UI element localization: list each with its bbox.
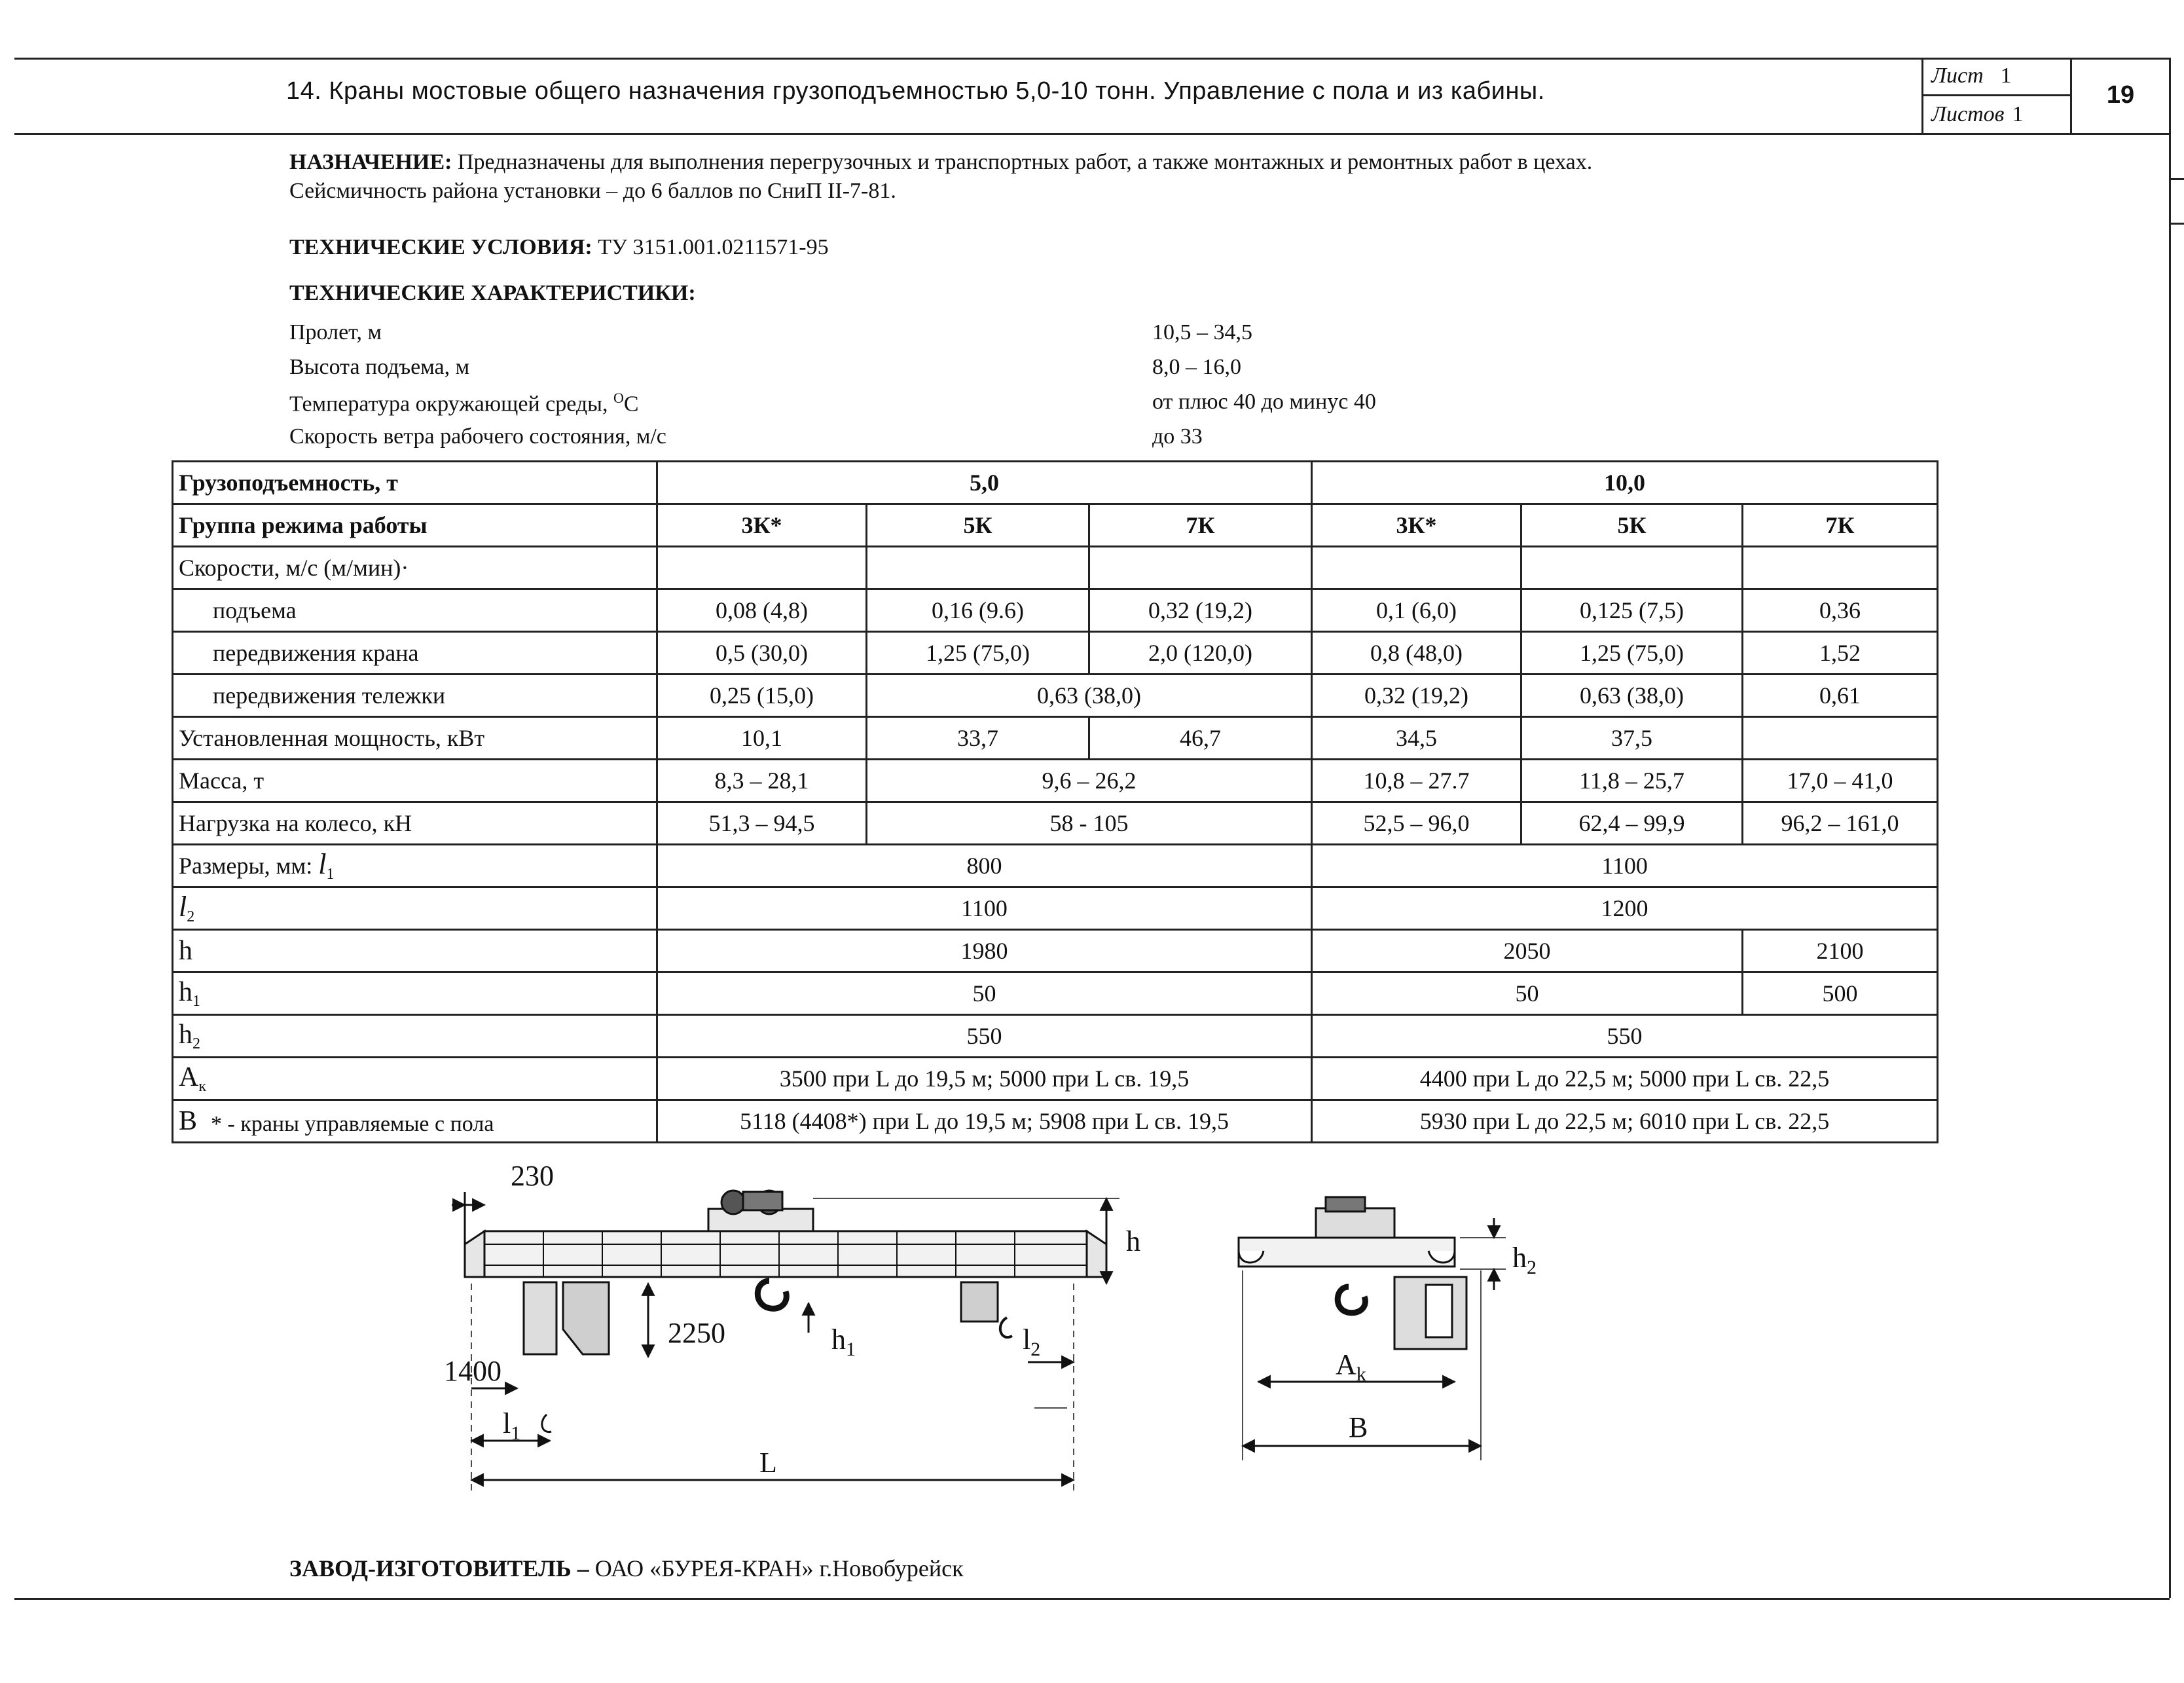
table-cell: 58 - 105 [867,802,1312,845]
dim-ak-subscript: k [1356,1363,1366,1385]
table-cell [867,547,1089,589]
sheets-value: 1 [2012,102,2024,126]
crane-drawing [412,1153,1565,1506]
ak-symbol: А [179,1062,199,1092]
h1-symbol: h [179,976,192,1007]
page-bottom-rule [14,1598,2170,1600]
table-cell: 3500 при L до 19,5 м; 5000 при L св. 19,5 [657,1058,1312,1100]
l2-label-cell [173,887,657,930]
table-row-lift-speed [173,589,1938,632]
spec-value-wind: до 33 [1152,424,1203,449]
table-cell: 0,125 (7,5) [1521,589,1743,632]
dim-h1-symbol: h [831,1323,846,1356]
ak-subscript: к [198,1078,207,1096]
end-view-trolley [1316,1208,1394,1238]
spec-value-lift-height: 8,0 – 16,0 [1152,355,1241,379]
table-row-ak [173,1058,1938,1100]
tech-conditions-value: ТУ 3151.001.0211571-95 [598,235,829,259]
table-cell: 5118 (4408*) при L до 19,5 м; 5908 при L св. 19,5 [657,1100,1312,1143]
bridge-girder [484,1231,1087,1277]
edge-tick [2169,223,2184,225]
dim-b-label: B [1349,1411,1368,1443]
table-cell: 0,63 (38,0) [1521,675,1743,717]
dim-ak-label [1336,1348,1366,1385]
table-cell: 51,3 – 94,5 [657,802,867,845]
table-row-l1 [173,845,1938,887]
footnote: * - краны управляемые с пола [211,1112,494,1136]
dim-l2-label [1023,1323,1040,1360]
table-cell: 1200 [1312,887,1938,930]
table-row-h1 [173,972,1938,1015]
table-cell: 33,7 [867,717,1089,760]
wheel-load-label: Нагрузка на колесо, кН [173,802,657,845]
table-cell: 0,32 (19,2) [1312,675,1521,717]
table-row-capacity [173,462,1938,504]
spec-label-temperature-text: Температура окружающей среды, [289,392,608,416]
table-row-h [173,930,1938,972]
tech-specs-heading: ТЕХНИЧЕСКИЕ ХАРАКТЕРИСТИКИ: [289,281,696,305]
purpose-label: НАЗНАЧЕНИЕ: [289,150,452,174]
table-row-wheel-load [173,802,1938,845]
table-cell: 0,8 (48,0) [1312,632,1521,675]
mode-label: Группа режима работы [173,504,657,547]
spec-label-span: Пролет, м [289,320,382,344]
end-view-girder [1239,1238,1455,1267]
table-cell: 1,52 [1743,632,1938,675]
h1-subscript: 1 [192,993,200,1010]
table-cell: 0,25 (15,0) [657,675,867,717]
edge-tick [2169,178,2184,180]
table-cell: 550 [1312,1015,1938,1058]
sheet-info-box [1921,58,2072,133]
sheets-row [1923,94,2070,131]
end-view-hook [1338,1287,1365,1313]
table-cell: 7К [1089,504,1312,547]
dim-h2-subscript: 2 [1527,1257,1537,1278]
table-cell: 10,8 – 27.7 [1312,760,1521,802]
h2-symbol: h [179,1019,192,1050]
table-cell [1743,547,1938,589]
table-cell: 1,25 (75,0) [867,632,1089,675]
purpose-line-1 [289,148,1592,177]
table-cell: 1,25 (75,0) [1521,632,1743,675]
spec-value-span: 10,5 – 34,5 [1152,320,1252,344]
dim-l1-label [503,1407,520,1444]
dim-h2-label [1512,1242,1537,1278]
hook [757,1281,786,1308]
dim-2250-label: 2250 [668,1317,725,1349]
table-cell [1312,547,1521,589]
dim-l1-symbol: l [503,1407,511,1439]
dim-l2-subscript: 2 [1030,1339,1041,1360]
tech-conditions [289,233,829,262]
table-cell [657,547,867,589]
table-row-h2 [173,1015,1938,1058]
table-cell: 2100 [1743,930,1938,972]
table-cell: 2050 [1312,930,1743,972]
capacity-5: 5,0 [657,462,1312,504]
table-cell: 1100 [1312,845,1938,887]
l2-subscript: 2 [187,908,195,926]
table-cell: 0,36 [1743,589,1938,632]
table-cell: 0,08 (4,8) [657,589,867,632]
dim-230-label: 230 [511,1160,554,1192]
page-number: 19 [2106,81,2135,109]
manufacturer [289,1555,964,1582]
capacity-label: Грузоподъемность, т [173,462,657,504]
dim-ak-symbol: A [1336,1348,1356,1380]
dim-h-label: h [1126,1225,1140,1257]
power-label: Установленная мощность, кВт [173,717,657,760]
tech-conditions-label: ТЕХНИЧЕСКИЕ УСЛОВИЯ: [289,235,592,259]
table-cell: 0,63 (38,0) [867,675,1312,717]
dim-h1-label [831,1323,856,1360]
speeds-label: Скорости, м/с (м/мин)· [173,547,657,589]
table-cell: 34,5 [1312,717,1521,760]
table-row-mode [173,504,1938,547]
header-bottom-rule [14,133,2170,135]
sheet-row [1923,58,2070,94]
table-cell: 1980 [657,930,1312,972]
purpose-text: Предназначены для выполнения перегрузочных и транспортных работ, а также монтажных и ремонтных работ в цехах. [457,150,1593,174]
capacity-10: 10,0 [1312,462,1938,504]
table-row-crane-travel [173,632,1938,675]
b-symbol: В [179,1106,198,1136]
table-cell: 96,2 – 161,0 [1743,802,1938,845]
h1-label-cell [173,972,657,1015]
table-cell: 3К* [657,504,867,547]
h2-label-cell [173,1015,657,1058]
table-cell: 0,5 (30,0) [657,632,867,675]
spec-label-temperature [289,390,639,416]
table-cell: 3К* [1312,504,1521,547]
table-row-mass [173,760,1938,802]
table-cell: 2,0 (120,0) [1089,632,1312,675]
table-row-speeds [173,547,1938,589]
l1-subscript: 1 [326,866,335,883]
dim-h2-symbol: h [1512,1242,1527,1274]
dim-L-label: L [759,1447,777,1479]
sheet-label: Лист [1931,64,1984,88]
table-row-power [173,717,1938,760]
page-right-rule [2169,58,2171,1598]
table-cell [1521,547,1743,589]
tech-specs-table [172,460,1938,1143]
dim-l1-subscript: 1 [511,1422,521,1444]
table-row-l2 [173,887,1938,930]
table-cell: 9,6 – 26,2 [867,760,1312,802]
table-cell: 0,32 (19,2) [1089,589,1312,632]
table-cell: 550 [657,1015,1312,1058]
table-cell: 5К [867,504,1089,547]
manufacturer-label: ЗАВОД-ИЗГОТОВИТЕЛЬ – [289,1555,589,1581]
table-cell: 1100 [657,887,1312,930]
table-cell: 500 [1743,972,1938,1015]
table-cell: 7К [1743,504,1938,547]
trolley [708,1209,813,1231]
l2-symbol: l [179,891,187,923]
table-cell: 800 [657,845,1312,887]
spec-unit-celsius: С [623,392,639,416]
table-cell: 17,0 – 41,0 [1743,760,1938,802]
spec-value-temperature: от плюс 40 до минус 40 [1152,390,1376,414]
h-label-cell [173,930,657,972]
page-title: 14. Краны мостовые общего назначения грузоподъемностью 5,0-10 тонн. Управление с пола и из кабины. [286,77,1545,105]
table-row-trolley-travel [173,675,1938,717]
lift-label: подъема [173,589,657,632]
trolley-travel-label: передвижения тележки [173,675,657,717]
dims-label: Размеры, мм: [179,853,313,879]
table-cell: 62,4 – 99,9 [1521,802,1743,845]
dim-h1-subscript: 1 [846,1339,856,1360]
table-cell: 0,16 (9.6) [867,589,1089,632]
h-symbol: h [179,936,192,966]
spec-label-wind: Скорость ветра рабочего состояния, м/с [289,424,666,449]
dim-l2-symbol: l [1023,1323,1031,1356]
dim-1400-label: 1400 [444,1355,501,1387]
table-cell [1089,547,1312,589]
header-top-rule [14,58,2170,60]
table-cell: 5930 при L до 22,5 м; 6010 при L св. 22,5 [1312,1100,1938,1143]
table-cell: 37,5 [1521,717,1743,760]
table-cell: 46,7 [1089,717,1312,760]
crane-travel-label: передвижения крана [173,632,657,675]
dims-label-cell [173,845,657,887]
l1-symbol: l [318,848,327,881]
table-cell: 52,5 – 96,0 [1312,802,1521,845]
ak-label-cell [173,1058,657,1100]
sheet-value: 1 [2000,64,2012,88]
table-cell [1743,717,1938,760]
table-cell: 8,3 – 28,1 [657,760,867,802]
operator-cabin [524,1282,556,1354]
mass-label: Масса, т [173,760,657,802]
table-cell: 4400 при L до 22,5 м; 5000 при L св. 22,5 [1312,1058,1938,1100]
sheets-label: Листов [1931,102,2005,126]
h2-subscript: 2 [192,1035,200,1053]
manufacturer-value: ОАО «БУРЕЯ-КРАН» г.Новобурейск [594,1555,964,1581]
table-cell: 0,61 [1743,675,1938,717]
spec-unit-degree: О [613,390,624,406]
spec-label-lift-height: Высота подъема, м [289,355,470,379]
table-cell: 11,8 – 25,7 [1521,760,1743,802]
table-cell: 50 [657,972,1312,1015]
table-cell: 50 [1312,972,1743,1015]
table-cell: 0,1 (6,0) [1312,589,1521,632]
table-cell: 10,1 [657,717,867,760]
purpose-line-2: Сейсмичность района установки – до 6 баллов по СниП II-7-81. [289,179,896,203]
table-cell: 5К [1521,504,1743,547]
